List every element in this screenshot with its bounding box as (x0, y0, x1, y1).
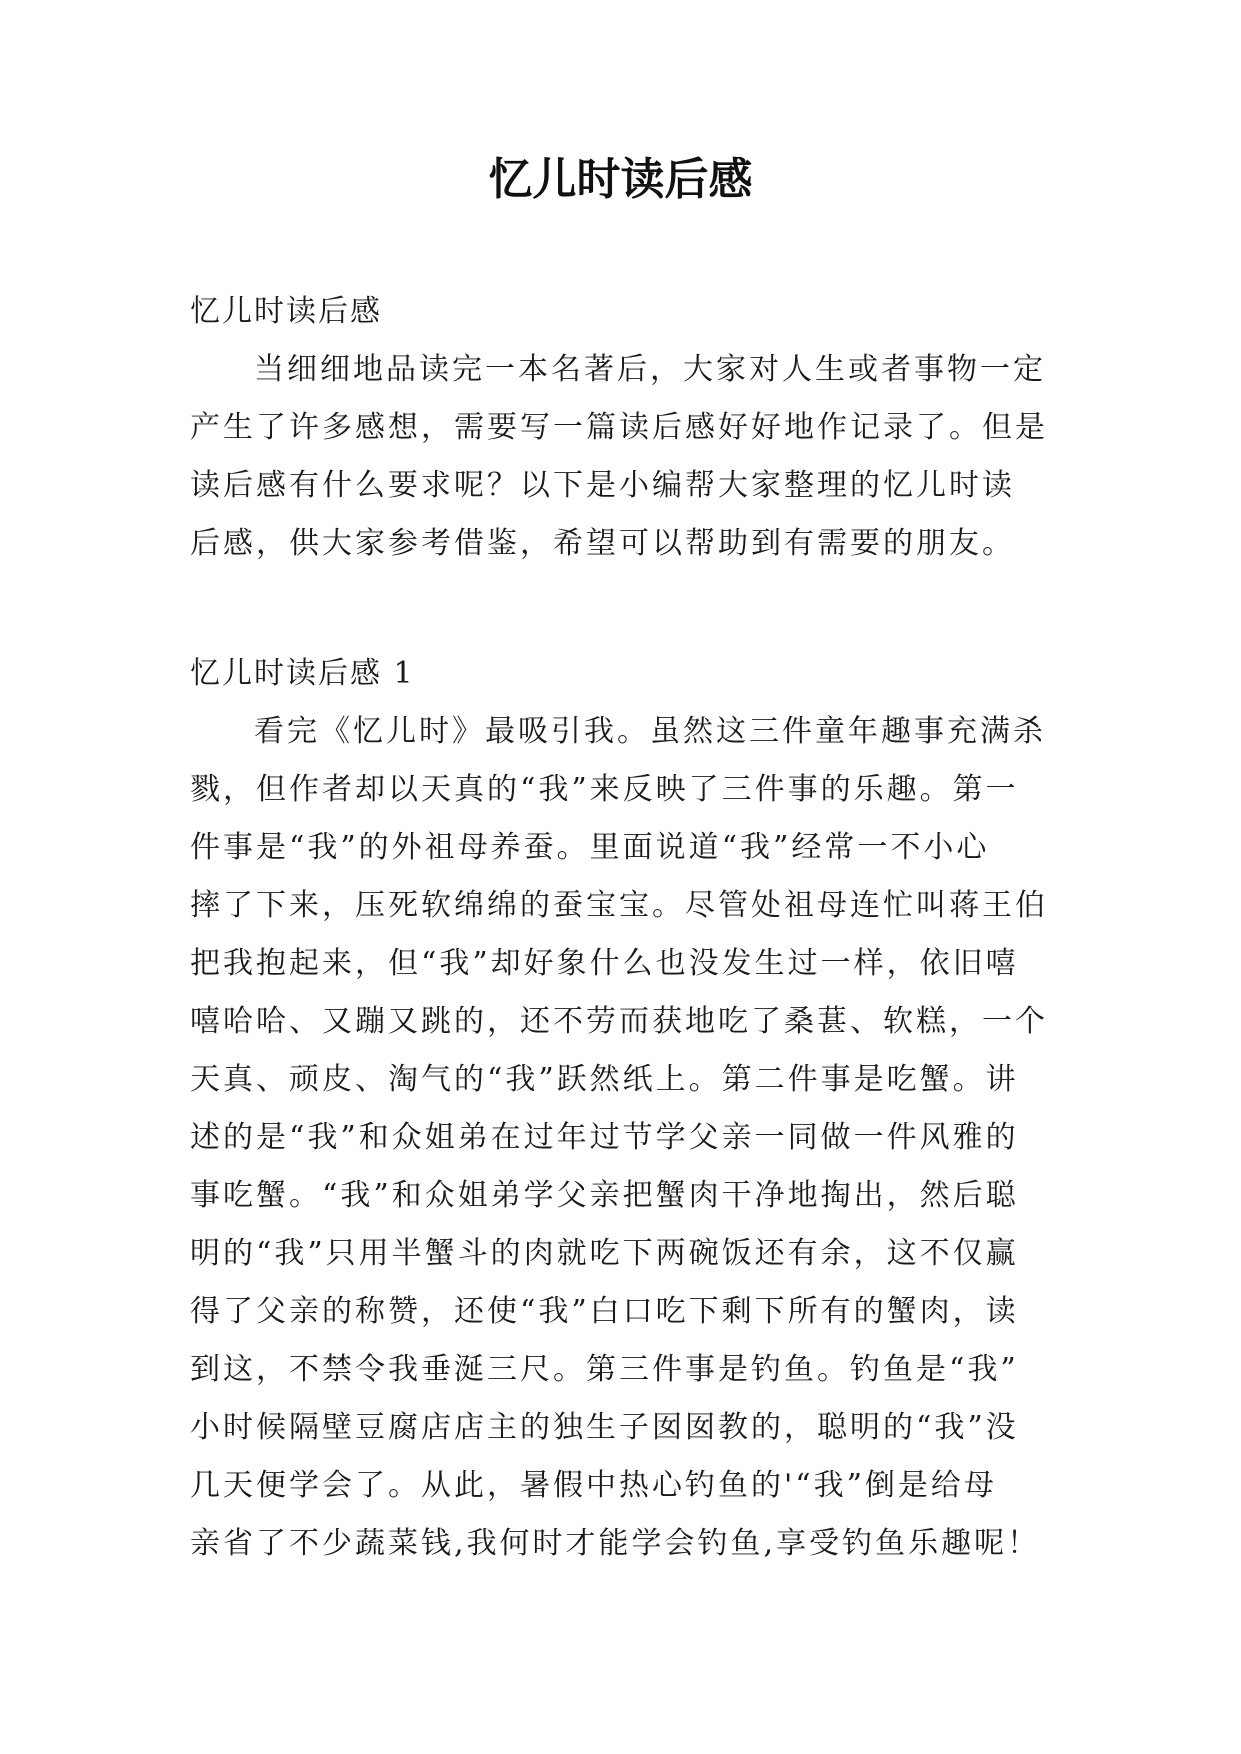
document-body (190, 283, 1060, 1573)
paragraph-line: 亲省了不少蔬菜钱,我何时才能学会钓鱼,享受钓鱼乐趣呢！ (190, 1526, 1041, 1561)
intro-paragraph (190, 341, 1060, 573)
intro-heading: 忆儿时读后感 (190, 294, 382, 329)
paragraph-line: 读后感有什么要求呢？以下是小编帮大家整理的忆儿时读 (190, 468, 1015, 503)
paragraph-line: 几天便学会了。从此，暑假中热心钓鱼的'“我”倒是给母 (190, 1468, 997, 1503)
paragraph-line: 件事是“我”的外祖母养蚕。里面说道“我”经常一不小心 (190, 830, 990, 865)
paragraph-line: 到这，不禁令我垂涎三尺。第三件事是钓鱼。钓鱼是“我” (190, 1352, 1019, 1387)
paragraph-line: 事吃蟹。“我”和众姐弟学父亲把蟹肉干净地掏出，然后聪 (190, 1178, 1019, 1213)
paragraph-line: 小时候隔壁豆腐店店主的独生子囡囡教的，聪明的“我”没 (190, 1410, 1019, 1445)
paragraph-line: 嘻哈哈、又蹦又跳的，还不劳而获地吃了桑葚、软糕，一个 (190, 1004, 1048, 1039)
paragraph-line: 看完《忆儿时》最吸引我。虽然这三件童年趣事充满杀 (254, 714, 1046, 749)
paragraph-line: 天真、顽皮、淘气的“我”跃然纸上。第二件事是吃蟹。讲 (190, 1062, 1019, 1097)
paragraph-line: 摔了下来，压死软绵绵的蚕宝宝。尽管处祖母连忙叫蒋王伯 (190, 888, 1048, 923)
paragraph-line: 产生了许多感想，需要写一篇读后感好好地作记录了。但是 (190, 410, 1048, 445)
paragraph-line: 述的是“我”和众姐弟在过年过节学父亲一同做一件风雅的 (190, 1120, 1019, 1155)
section-1-heading: 忆儿时读后感 1 (190, 656, 415, 691)
paragraph-line: 后感，供大家参考借鉴，希望可以帮助到有需要的朋友。 (190, 526, 1015, 561)
paragraph-line: 把我抱起来，但“我”却好象什么也没发生过一样，依旧嘻 (190, 946, 1019, 981)
document-title: 忆儿时读后感 (488, 154, 753, 205)
paragraph-line: 戮，但作者却以天真的“我”来反映了三件事的乐趣。第一 (190, 772, 1019, 807)
paragraph-line: 得了父亲的称赞，还使“我”白口吃下剩下所有的蟹肉，读 (190, 1294, 1019, 1329)
paragraph-line: 明的“我”只用半蟹斗的肉就吃下两碗饭还有余，这不仅赢 (190, 1236, 1019, 1271)
section-1-paragraph (190, 703, 1060, 1573)
paragraph-line: 当细细地品读完一本名著后，大家对人生或者事物一定 (254, 352, 1046, 387)
section-spacer (190, 573, 1060, 645)
